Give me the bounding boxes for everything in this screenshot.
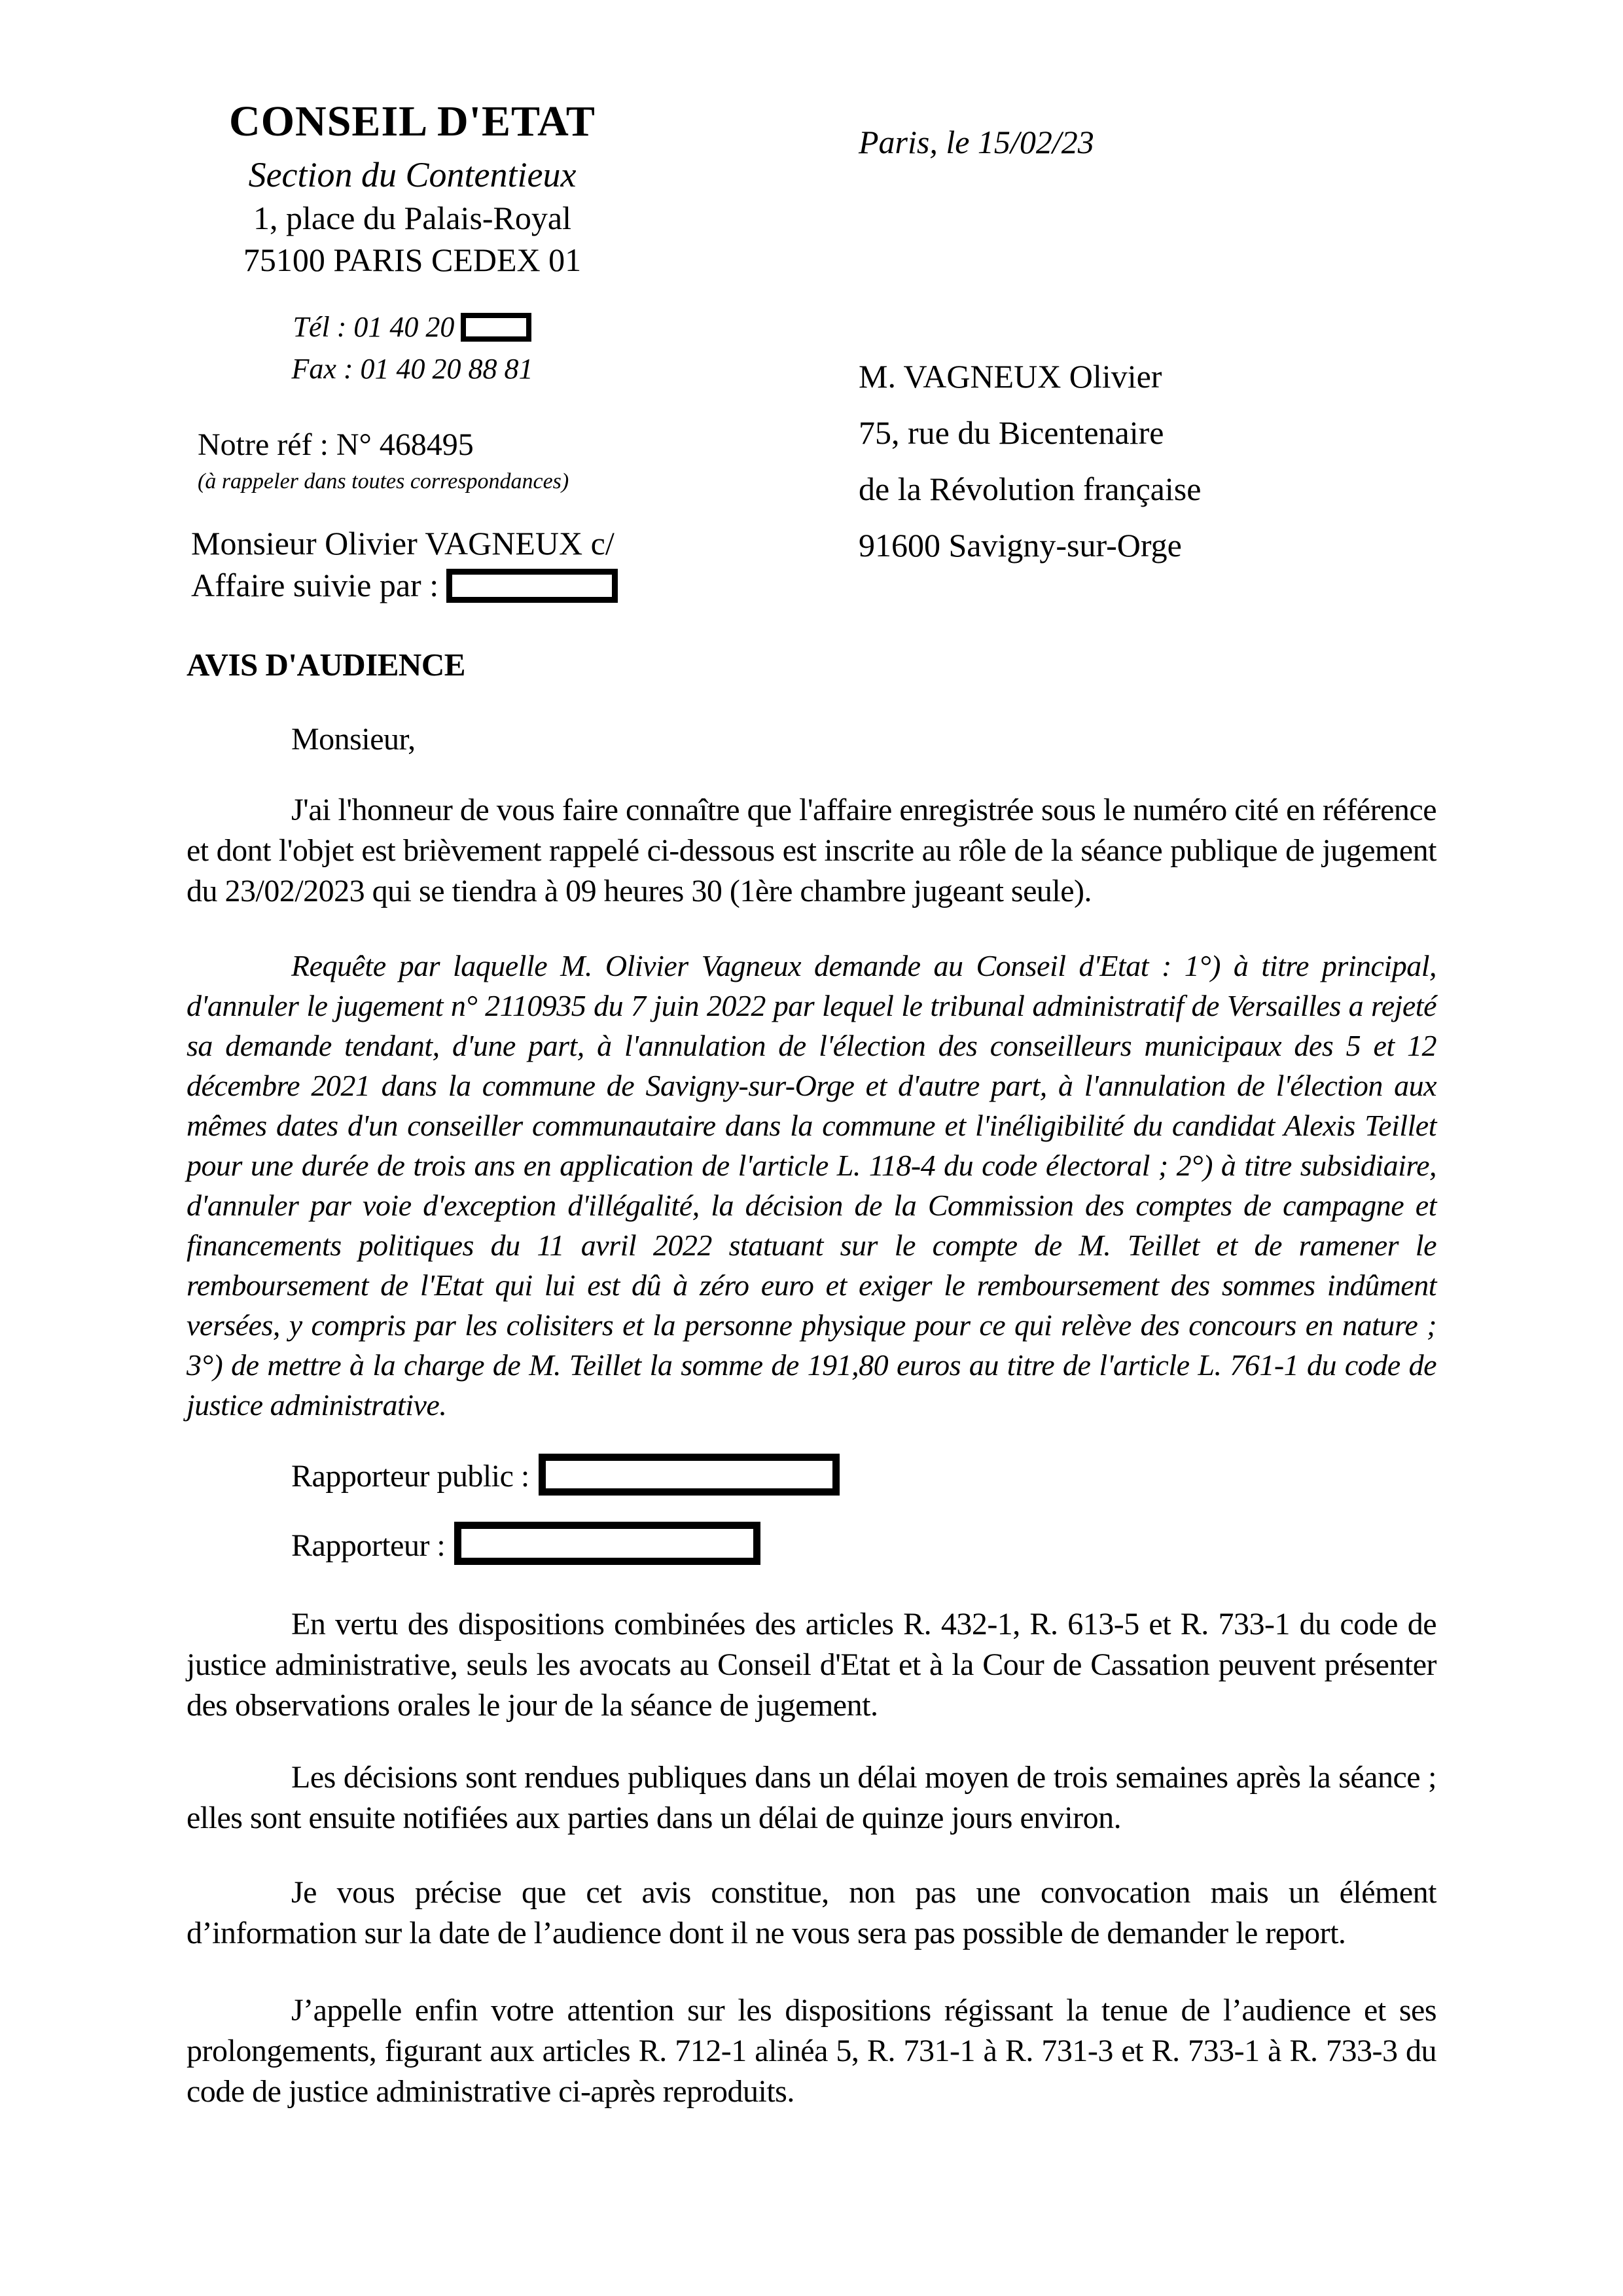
salutation: Monsieur,: [291, 722, 416, 757]
paragraph-avocats: En vertu des dispositions combinées des articles R. 432-1, R. 613-5 et R. 733-1 du code de justice administrative, seuls les avocats au Conseil d'Etat et à la Cour de Cassation peuvent présenter des observations orales le jour de la séance de jugement.: [187, 1607, 1436, 1723]
recipient-line: 91600 Savigny-sur-Orge: [859, 527, 1182, 564]
case-title: Monsieur Olivier VAGNEUX c/: [191, 525, 615, 562]
reference-block: [198, 427, 569, 494]
notice-heading: AVIS D'AUDIENCE: [187, 647, 465, 683]
paragraph-requete: Requête par laquelle M. Olivier Vagneux demande au Conseil d'Etat : 1°) à titre principal, d'annuler le jugement n° 2110935 du 7 juin 2022 par lequel le tribunal administratif de Versailles a rejeté sa demande tendant, d'une part, à l'annulation de l'élection des conseilleurs municipaux des 5 et 12 décembre 2021 dans la commune de Savigny-sur-Orge et d'autre part, à l'annulation de l'élection aux mêmes dates d'un conseiller communautaire dans la commune et l'inéligibilité du candidat Alexis Teillet pour une durée de trois ans en application de l'article L. 118-4 du code électoral ; 2°) à titre subsidiaire, d'annuler par voie d'exception d'illégalité, la décision de la Commission des comptes de campagne et financements politiques du 11 avril 2022 statuant sur le compte de M. Teillet et de ramener le remboursement de l'Etat qui lui est dû à zéro euro et exiger le remboursement des sommes indûment versées, y compris par les colisiters et la personne physique pour ce qui relève des concours en nature ; 3°) de mettre à la charge de M. Teillet la somme de 191,80 euros au titre de l'article L. 761-1 du code de justice administrative.: [187, 949, 1436, 1422]
date-line: Paris, le 15/02/23: [859, 124, 1094, 160]
paragraph-avis-info: Je vous précise que cet avis constitue, non pas une convocation mais un élément d’information sur la date de l’audience dont il ne vous sera pas possible de demander le report.: [187, 1875, 1436, 1950]
org-address-line1: 1, place du Palais-Royal: [253, 200, 571, 236]
rapporteur-line: [187, 1522, 1436, 1566]
followed-by-redaction-box: [446, 569, 618, 603]
tel-redaction-box: [461, 313, 531, 342]
paragraph-decisions: Les décisions sont rendues publiques dans un délai moyen de trois semaines après la séance ; elles sont ensuite notifiées aux parties dans un délai de quinze jours environ.: [187, 1760, 1436, 1835]
rapporteur-public-label: Rapporteur public :: [291, 1459, 529, 1494]
fax-line: Fax : 01 40 20 88 81: [291, 353, 533, 385]
rapporteur-label: Rapporteur :: [291, 1528, 446, 1563]
rapporteur-public-line: [187, 1454, 1436, 1497]
tel-line: [164, 306, 661, 348]
recipient-address: [859, 348, 1201, 573]
paragraph-audience: J’appelle enfin votre attention sur les dispositions régissant la tenue de l’audience et ses prolongements, figurant aux articles R. 712-1 alinéa 5, R. 731-1 à R. 731-3 et R. 733-1 à R. 733-3 du code de justice administrative ci-après reproduits.: [187, 1993, 1436, 2109]
letter-body: [187, 645, 1436, 2112]
recipient-line: M. VAGNEUX Olivier: [859, 358, 1162, 395]
paragraph-intro: J'ai l'honneur de vous faire connaître que l'affaire enregistrée sous le numéro cité en référence et dont l'objet est brièvement rappelé ci-dessous est inscrite au rôle de la séance publique de jugement du 23/02/2023 qui se tiendra à 09 heures 30 (1ère chambre jugeant seule).: [187, 793, 1436, 908]
org-address-line2: 75100 PARIS CEDEX 01: [243, 242, 582, 278]
followed-by-line: [191, 564, 618, 606]
org-section: Section du Contentieux: [248, 155, 577, 194]
case-block: [191, 522, 618, 606]
followed-by-label: Affaire suivie par :: [191, 567, 439, 603]
recipient-line: de la Révolution française: [859, 471, 1202, 507]
org-name: CONSEIL D'ETAT: [229, 98, 596, 145]
recipient-line: 75, rue du Bicentenaire: [859, 414, 1164, 451]
telfax-block: [164, 306, 661, 390]
reference-number: Notre réf : N° 468495: [198, 427, 474, 462]
rapporteur-public-redaction-box: [539, 1454, 840, 1496]
reference-note: (à rappeler dans toutes correspondances): [198, 469, 569, 493]
tel-label: Tél : 01 40 20: [293, 311, 455, 343]
rapporteur-redaction-box: [454, 1522, 760, 1565]
org-block: [164, 97, 661, 279]
